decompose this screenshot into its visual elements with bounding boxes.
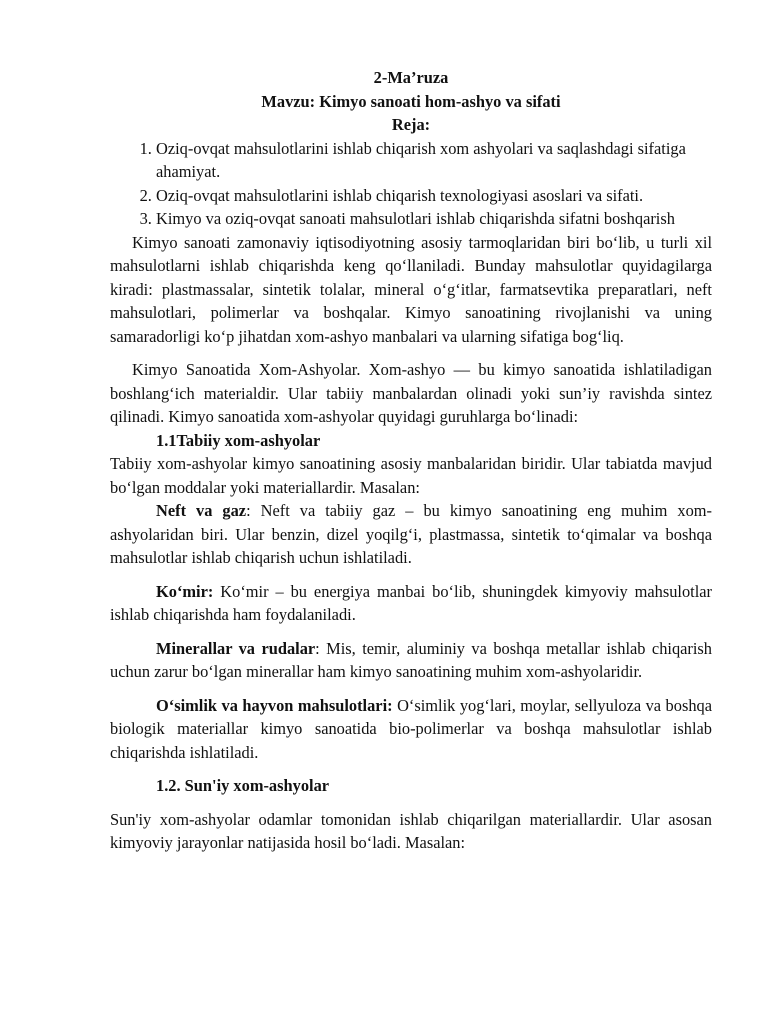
bio-text: O‘simlik yog‘lari, moylar, sellyuloza va boshqa biologik materiallar kimyo sanoatida bio-polimerlar va boshqa mahsulotlar ishlab chiqarishda ishlatiladi. [110,695,712,762]
plan-item: 1. Oziq-ovqat mahsulotlarini ishlab chiqarish xom ashyolari va saqlashdagi sifatiga ahamiyat. [156,137,712,184]
section-heading-synthetic: 1.2. Sun'iy xom-ashyolar [156,776,330,795]
plan-item: 3. Kimyo va oziq-ovqat sanoati mahsulotlari ishlab chiqarishda sifatni boshqarish [156,207,712,231]
coal-term: Ko‘mir: [156,581,214,601]
intro-paragraph: Kimyo sanoati zamonaviy iqtisodiyotning asosiy tarmoqlaridan biri bo‘lib, u turli xil mahsulotlarni ishlab chiqarishda keng qo‘llaniladi. Bunday mahsulotlar quyidagilarga kiradi: plastmassalar, sintetik tolalar, mineral o‘g‘itlar, farmatsevtika preparatlari, neft mahsulotlari, polimerlar va boshqalar. Kimyo sanoatining rivojlanishi va uning samaradorligi ko‘p jihatdan xom-ashyo manbalari va ularning sifatiga bog‘liq. [110,232,712,346]
minerals-term: Minerallar va rudalar [156,638,316,658]
bio-paragraph [110,694,712,765]
plan-title: Reja: [391,115,431,134]
oil-gas-paragraph: Neft va gaz: Neft va tabiiy gaz – bu kimyo sanoatining eng muhim xom-ashyolaridan biri. Ular benzin, dizel yoqilg‘i, plastmassa, sintetik to‘qimalar va boshqa mahsulotlar ishlab chiqarish uchun ishlatiladi. [110,501,712,567]
synthetic-paragraph: Sun'iy xom-ashyolar odamlar tomonidan ishlab chiqarilgan materiallardir. Ular asosan kimyoviy jarayonlar natijasida hosil bo‘ladi. Masalan: [110,809,712,852]
oil-gas-text: Neft va tabiiy gaz – bu kimyo sanoatining eng muhim xom-ashyolaridan biri. Ular benzin, dizel yoqilg‘i, plastmassa, sintetik to‘qimalar va boshqa mahsulotlar ishlab chiqarish uchun ishlatiladi. [110,501,712,567]
oil-gas-term: Neft va gaz [156,501,247,520]
plan-item: 2. Oziq-ovqat mahsulotlarini ishlab chiqarish texnologiyasi asoslari va sifati. [156,184,712,208]
minerals-paragraph: Minerallar va rudalar: Mis, temir, aluminiy va boshqa metallar ishlab chiqarish uchun zarur bo‘lgan minerallar ham kimyo sanoatining muhim xom-ashyolaridir. [110,638,712,681]
minerals-text: Mis, temir, aluminiy va boshqa metallar ishlab chiqarish uchun zarur bo‘lgan minerallar ham kimyo sanoatining muhim xom-ashyolaridir. [110,638,712,681]
natural-paragraph: Tabiiy xom-ashyolar kimyo sanoatining asosiy manbalaridan biridir. Ular tabiatda mavjud bo‘lgan moddalar yoki materiallardir. Masalan: [110,454,712,497]
bio-term: O‘simlik va hayvon mahsulotlari: [156,695,393,715]
section-heading-natural: 1.1Tabiiy xom-ashyolar [156,430,321,450]
coal-text: Ko‘mir – bu energiya manbai bo‘lib, shuningdek kimyoviy mahsulotlar ishlab chiqarishda ham foydalaniladi. [110,581,712,624]
lecture-number: 2-Ma’ruza [373,68,449,87]
raw-materials-paragraph: Kimyo Sanoatida Xom-Ashyolar. Xom-ashyo — bu kimyo sanoatida ishlatiladigan boshlang‘ich materialdir. Ular tabiiy manbalardan olinadi yoki sun’iy ravishda sintez qilinadi. Kimyo sanoatida xom-ashyolar quyidagi guruhlarga bo‘linadi: [110,360,712,426]
coal-paragraph [110,580,712,627]
lecture-topic: Mavzu: Kimyo sanoati hom-ashyo va sifati [261,91,561,111]
plan-list [110,137,712,231]
